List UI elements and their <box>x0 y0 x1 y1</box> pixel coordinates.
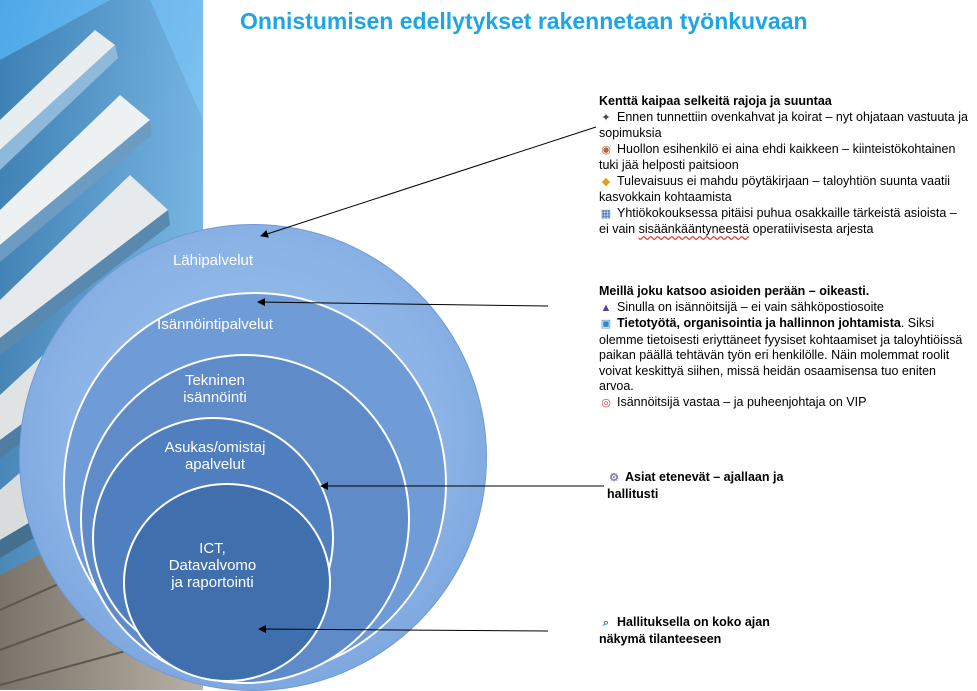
text-block-kentta <box>599 94 969 238</box>
label-isannointipalvelut: Isännöintipalvelut <box>157 316 273 333</box>
gear-icon: ⚙ <box>609 472 619 484</box>
magnifier-icon: ⌕ <box>602 617 610 629</box>
arrow-to-lahipalvelut <box>261 127 596 236</box>
label-lahipalvelut: Lähipalvelut <box>172 252 254 269</box>
label-ict: ICT, Datavalvomo ja raportointi <box>168 540 257 591</box>
block1-heading: Kenttä kaipaa selkeitä rajoja ja suuntaa <box>599 94 832 108</box>
block1-item: ✦ Ennen tunnettiin ovenkahvat ja koirat – nyt ohjataan vastuuta ja sopimuksia <box>599 109 968 140</box>
calendar-icon: ▦ <box>600 207 612 220</box>
block2-heading: Meillä joku katsoo asioiden perään – oikeasti. <box>599 284 870 298</box>
block1-item: ◆ Tulevaisuus ei mahdu pöytäkirjaan – taloyhtiön suunta vaatii kasvokkain kohtaamista <box>599 173 951 204</box>
arrow-to-ict <box>259 629 548 631</box>
label-asukaspalvelut: Asukas/omistaj apalvelut <box>164 439 266 473</box>
user-silhouette-icon: ▲ <box>600 301 612 314</box>
page-title: Onnistumisen edellytykset rakennetaan työnkuvaan <box>240 8 808 34</box>
block2-item: ▲ Sinulla on isännöitsijä – ei vain sähköpostiosoite <box>599 300 971 317</box>
handshake-icon: ◆ <box>601 175 611 188</box>
block1-item: ◉ Huollon esihenkilö ei aina ehdi kaikkeen – kiinteistökohtainen tuki jää helposti paitsioon <box>599 141 956 172</box>
block1-item: ▦ Yhtiökokouksessa pitäisi puhua osakkaille tärkeistä asioista – ei vain sisäänkääntyneestä operatiivisesta arjesta <box>599 205 957 236</box>
target-icon: ◎ <box>601 396 611 409</box>
laptop-icon: ▣ <box>600 318 612 330</box>
arrow-to-isannointipalvelut <box>258 302 548 306</box>
text-block-hallitus: ⌕ Hallituksella on koko ajan näkymä tilanteeseen <box>599 615 770 646</box>
text-block-meilla <box>599 284 971 411</box>
label-tekninen-isannointi: Tekninen isännöinti <box>183 372 247 406</box>
paw-prints-icon: ✦ <box>601 111 611 124</box>
block2-item: ▣ Tietotyötä, organisointia ja hallinnon johtamista. Siksi olemme tietoisesti eriyttäneet fyysiset kohtaamiset ja taloyhtiöissä paikan päällä tehtävän työn eri henkilölle. Näin molemmat roolit voivat keskittyä siihen, missä heidän osaamisensa tuo eniten arvoa. <box>599 316 963 393</box>
block2-item: ◎ Isännöitsijä vastaa – ja puheenjohtaja on VIP <box>599 395 971 412</box>
person-icon: ◉ <box>601 143 611 156</box>
text-block-asiat: ⚙ Asiat etenevät – ajallaan ja hallitusti <box>607 470 784 501</box>
